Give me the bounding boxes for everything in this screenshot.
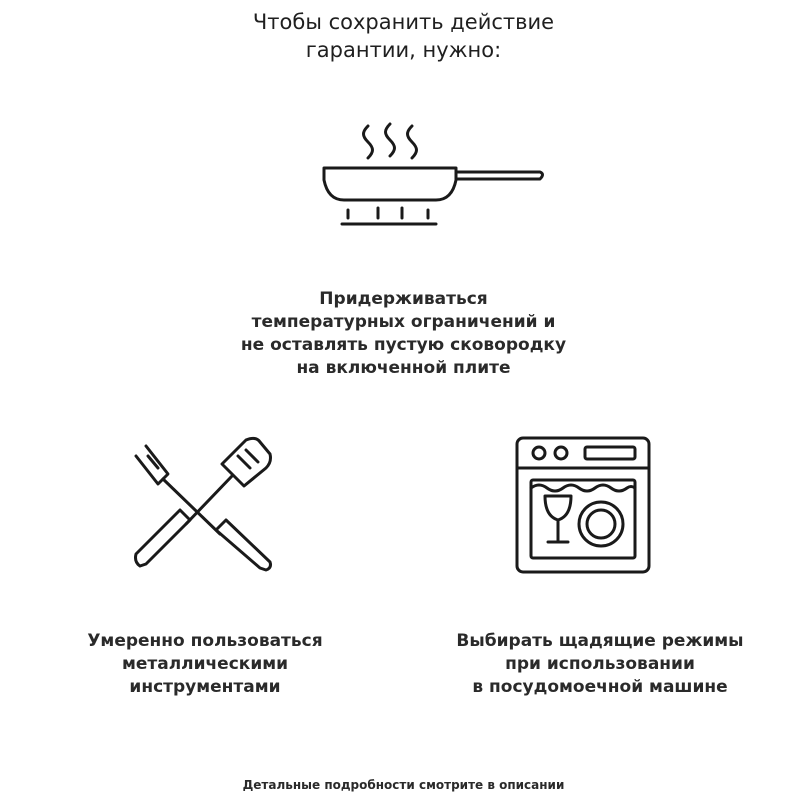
dishwasher-caption-line-2: при использовании [505,654,695,674]
page-title-line-1: Чтобы сохранить действие [252,10,555,34]
pan-caption-line-4: на включенной плите [296,358,511,378]
pan-caption [150,288,657,380]
dishwasher-caption-line-3: в посудомоечной машине [472,677,728,697]
pan-caption-line-1: Придерживаться [319,289,488,309]
page-title-line-2: гарантии, нужно: [305,38,502,62]
page-title [0,8,807,64]
tools-caption [40,630,370,699]
tools-caption-line-2: металлическими [121,654,289,674]
tools-caption-line-1: Умеренно пользоваться [87,631,323,651]
tools-caption-line-3: инструментами [129,677,281,697]
dishwasher-icon [515,436,651,574]
pan-caption-line-3: не оставлять пустую сковородку [240,335,567,355]
dishwasher-caption-line-1: Выбирать щадящие режимы [456,631,744,651]
dishwasher-caption [410,630,790,699]
crossed-fork-and-spatula-icon [128,434,278,574]
footer-note: Детальные подробности смотрите в описании [242,778,565,792]
pan-caption-line-2: температурных ограничений и [251,312,556,332]
frying-pan-on-stove-icon [318,118,550,230]
